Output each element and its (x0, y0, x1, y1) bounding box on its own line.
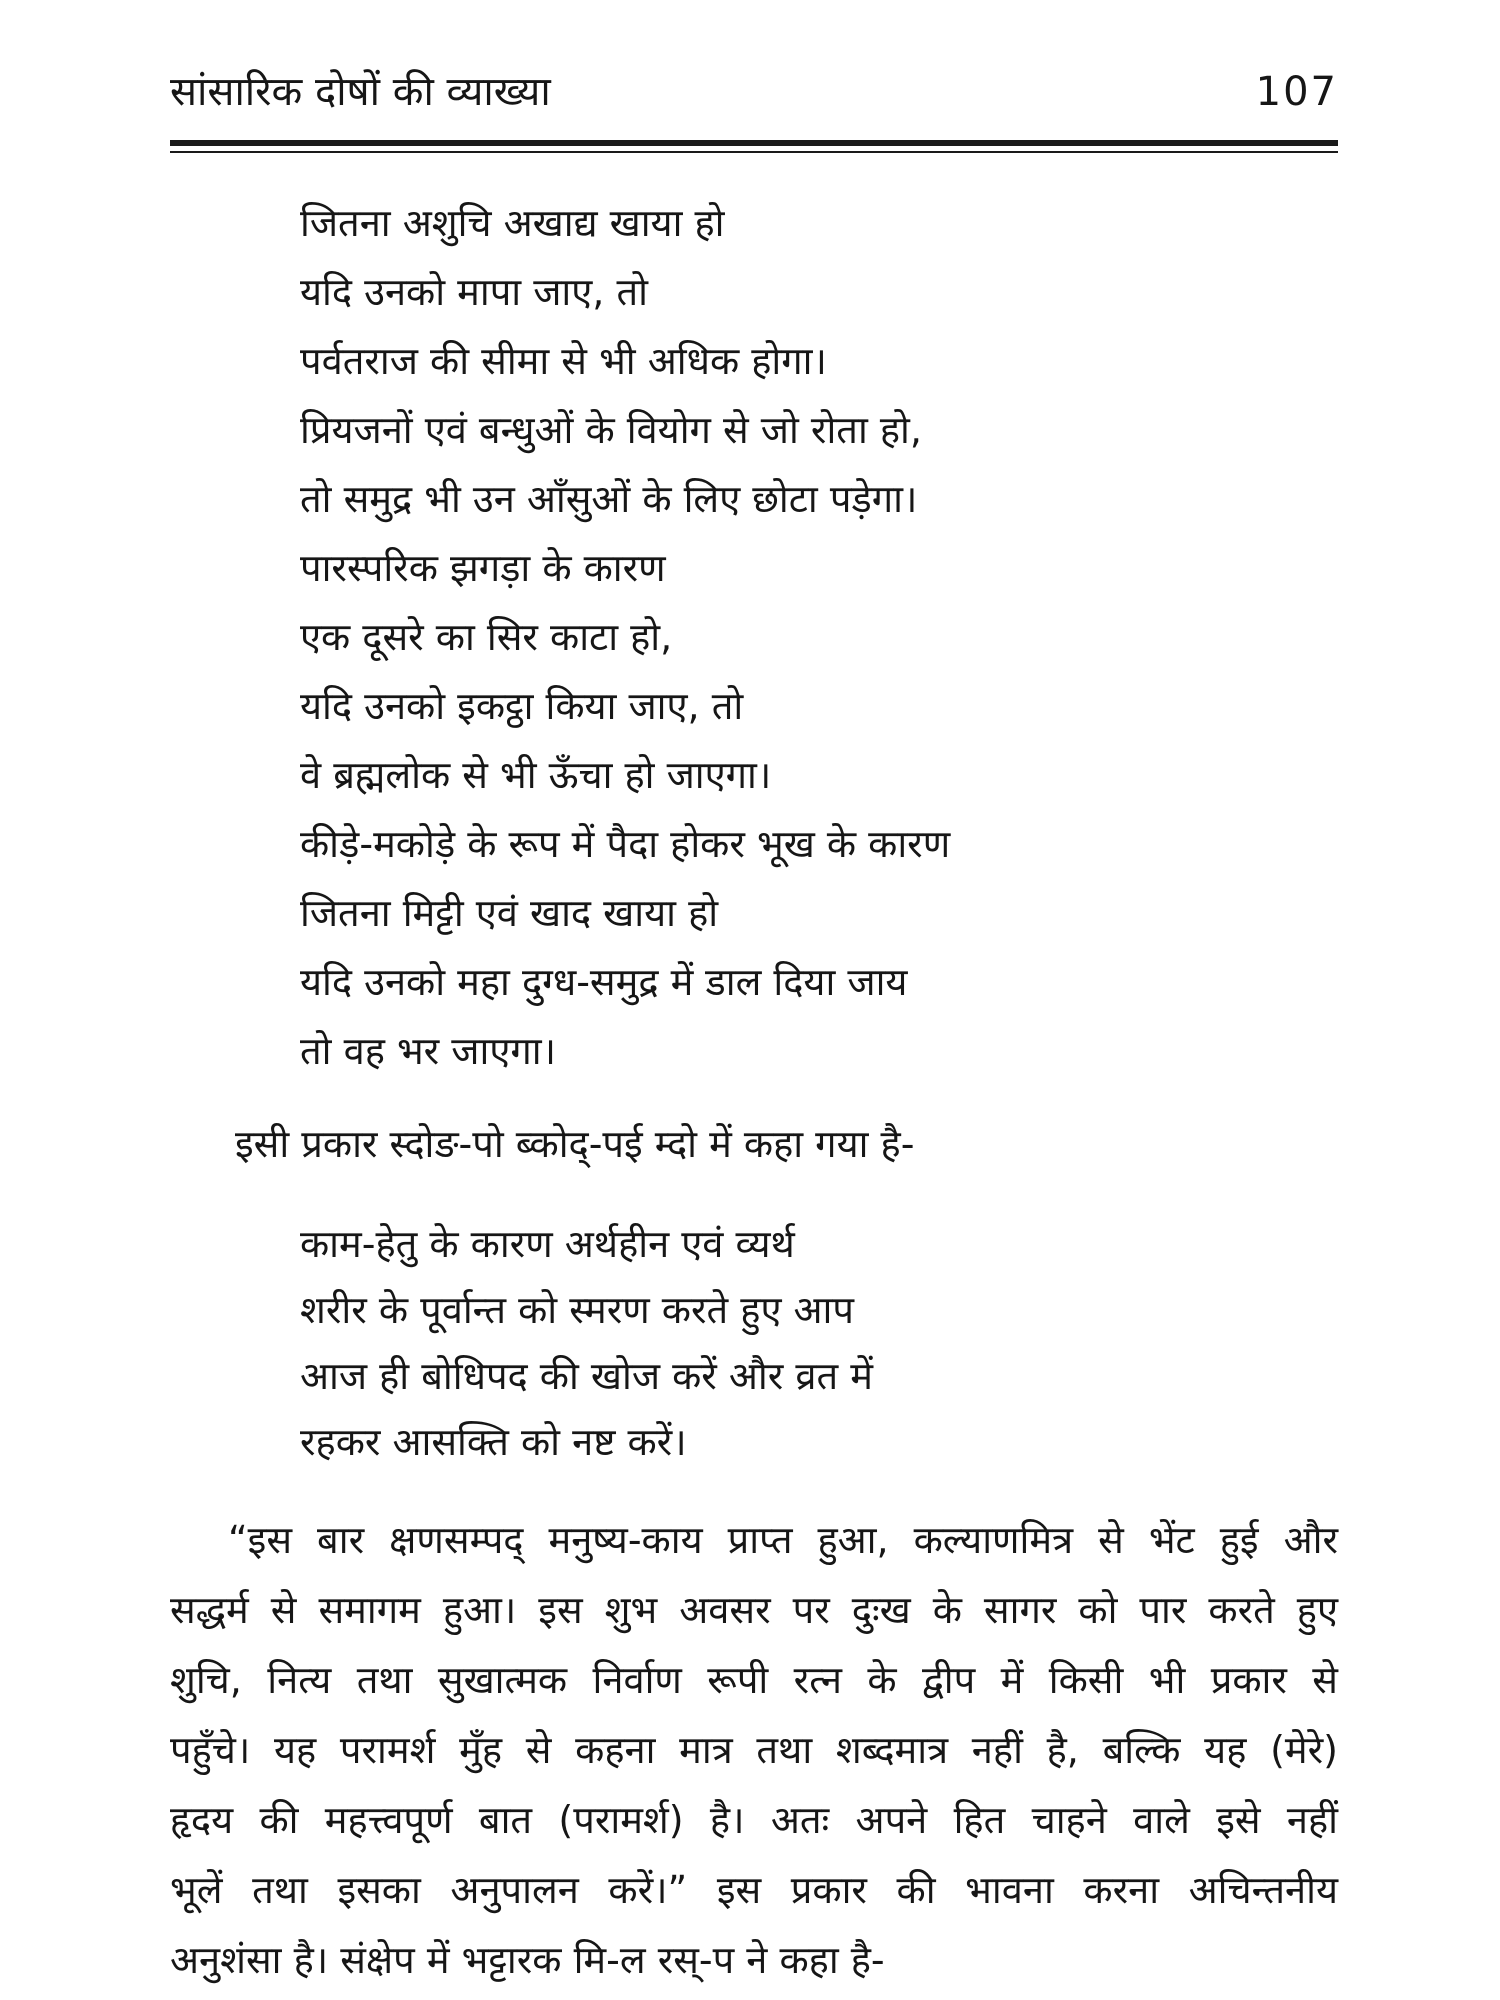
verse-line: काम-हेतु के कारण अर्थहीन एवं व्यर्थ (300, 1222, 795, 1266)
verse-line: तो वह भर जाएगा। (300, 1029, 556, 1073)
prose-paragraph (170, 1505, 1338, 1995)
verse-line: रहकर आसक्ति को नष्ट करें। (300, 1420, 687, 1464)
verse-line: पर्वतराज की सीमा से भी अधिक होगा। (300, 339, 827, 383)
intro-line: इसी प्रकार स्दोङ-पो ब्कोद्-पई म्दो में कहा गया है- (235, 1122, 915, 1166)
verse-line: यदि उनको मापा जाए, तो (300, 270, 648, 314)
verse-line: जितना मिट्टी एवं खाद खाया हो (300, 891, 719, 935)
verse-line: जितना अशुचि अखाद्य खाया हो (300, 201, 725, 245)
prose-line: अनुशंसा है। संक्षेप में भट्टारक मि-ल रस्-प ने कहा है- (170, 1938, 885, 1982)
prose-line: सद्धर्म से समागम हुआ। इस शुभ अवसर पर दुःख के सागर को पार करते हुए (170, 1588, 1338, 1632)
verse-block-2 (300, 1211, 873, 1475)
verse-line: यदि उनको इकट्ठा किया जाए, तो (300, 684, 744, 728)
page-number: 107 (1255, 69, 1338, 115)
prose-line: हृदय की महत्त्वपूर्ण बात (परामर्श) है। अतः अपने हित चाहने वाले इसे नहीं (170, 1798, 1338, 1842)
verse-line: पारस्परिक झगड़ा के कारण (300, 546, 666, 590)
prose-line: भूलें तथा इसका अनुपालन करें।” इस प्रकार की भावना करना अचिन्तनीय (170, 1868, 1338, 1912)
page-header (170, 62, 1338, 122)
verse-line: शरीर के पूर्वान्त को स्मरण करते हुए आप (300, 1288, 854, 1332)
verse-line: प्रियजनों एवं बन्धुओं के वियोग से जो रोता हो, (300, 408, 922, 452)
header-rule-thin (170, 151, 1338, 153)
prose-line: शुचि, नित्य तथा सुखात्मक निर्वाण रूपी रत्न के द्वीप में किसी भी प्रकार से (170, 1658, 1338, 1702)
verse-line: तो समुद्र भी उन आँसुओं के लिए छोटा पड़ेगा। (300, 477, 918, 521)
prose-line: “इस बार क्षणसम्पद् मनुष्य-काय प्राप्त हुआ, कल्याणमित्र से भेंट हुई और (228, 1518, 1338, 1562)
verse-line: यदि उनको महा दुग्ध-समुद्र में डाल दिया जाय (300, 960, 908, 1004)
verse-line: आज ही बोधिपद की खोज करें और व्रत में (300, 1354, 874, 1398)
verse-line: कीड़े-मकोड़े के रूप में पैदा होकर भूख के कारण (300, 822, 951, 866)
prose-line: पहुँचे। यह परामर्श मुँह से कहना मात्र तथा शब्दमात्र नहीं है, बल्कि यह (मेरे) (170, 1728, 1338, 1772)
running-title: सांसारिक दोषों की व्याख्या (170, 69, 551, 115)
header-rule-thick (170, 140, 1338, 146)
verse-block-1 (300, 189, 950, 1086)
verse-line: एक दूसरे का सिर काटा हो, (300, 615, 673, 659)
verse-line: वे ब्रह्मलोक से भी ऊँचा हो जाएगा। (300, 753, 772, 797)
